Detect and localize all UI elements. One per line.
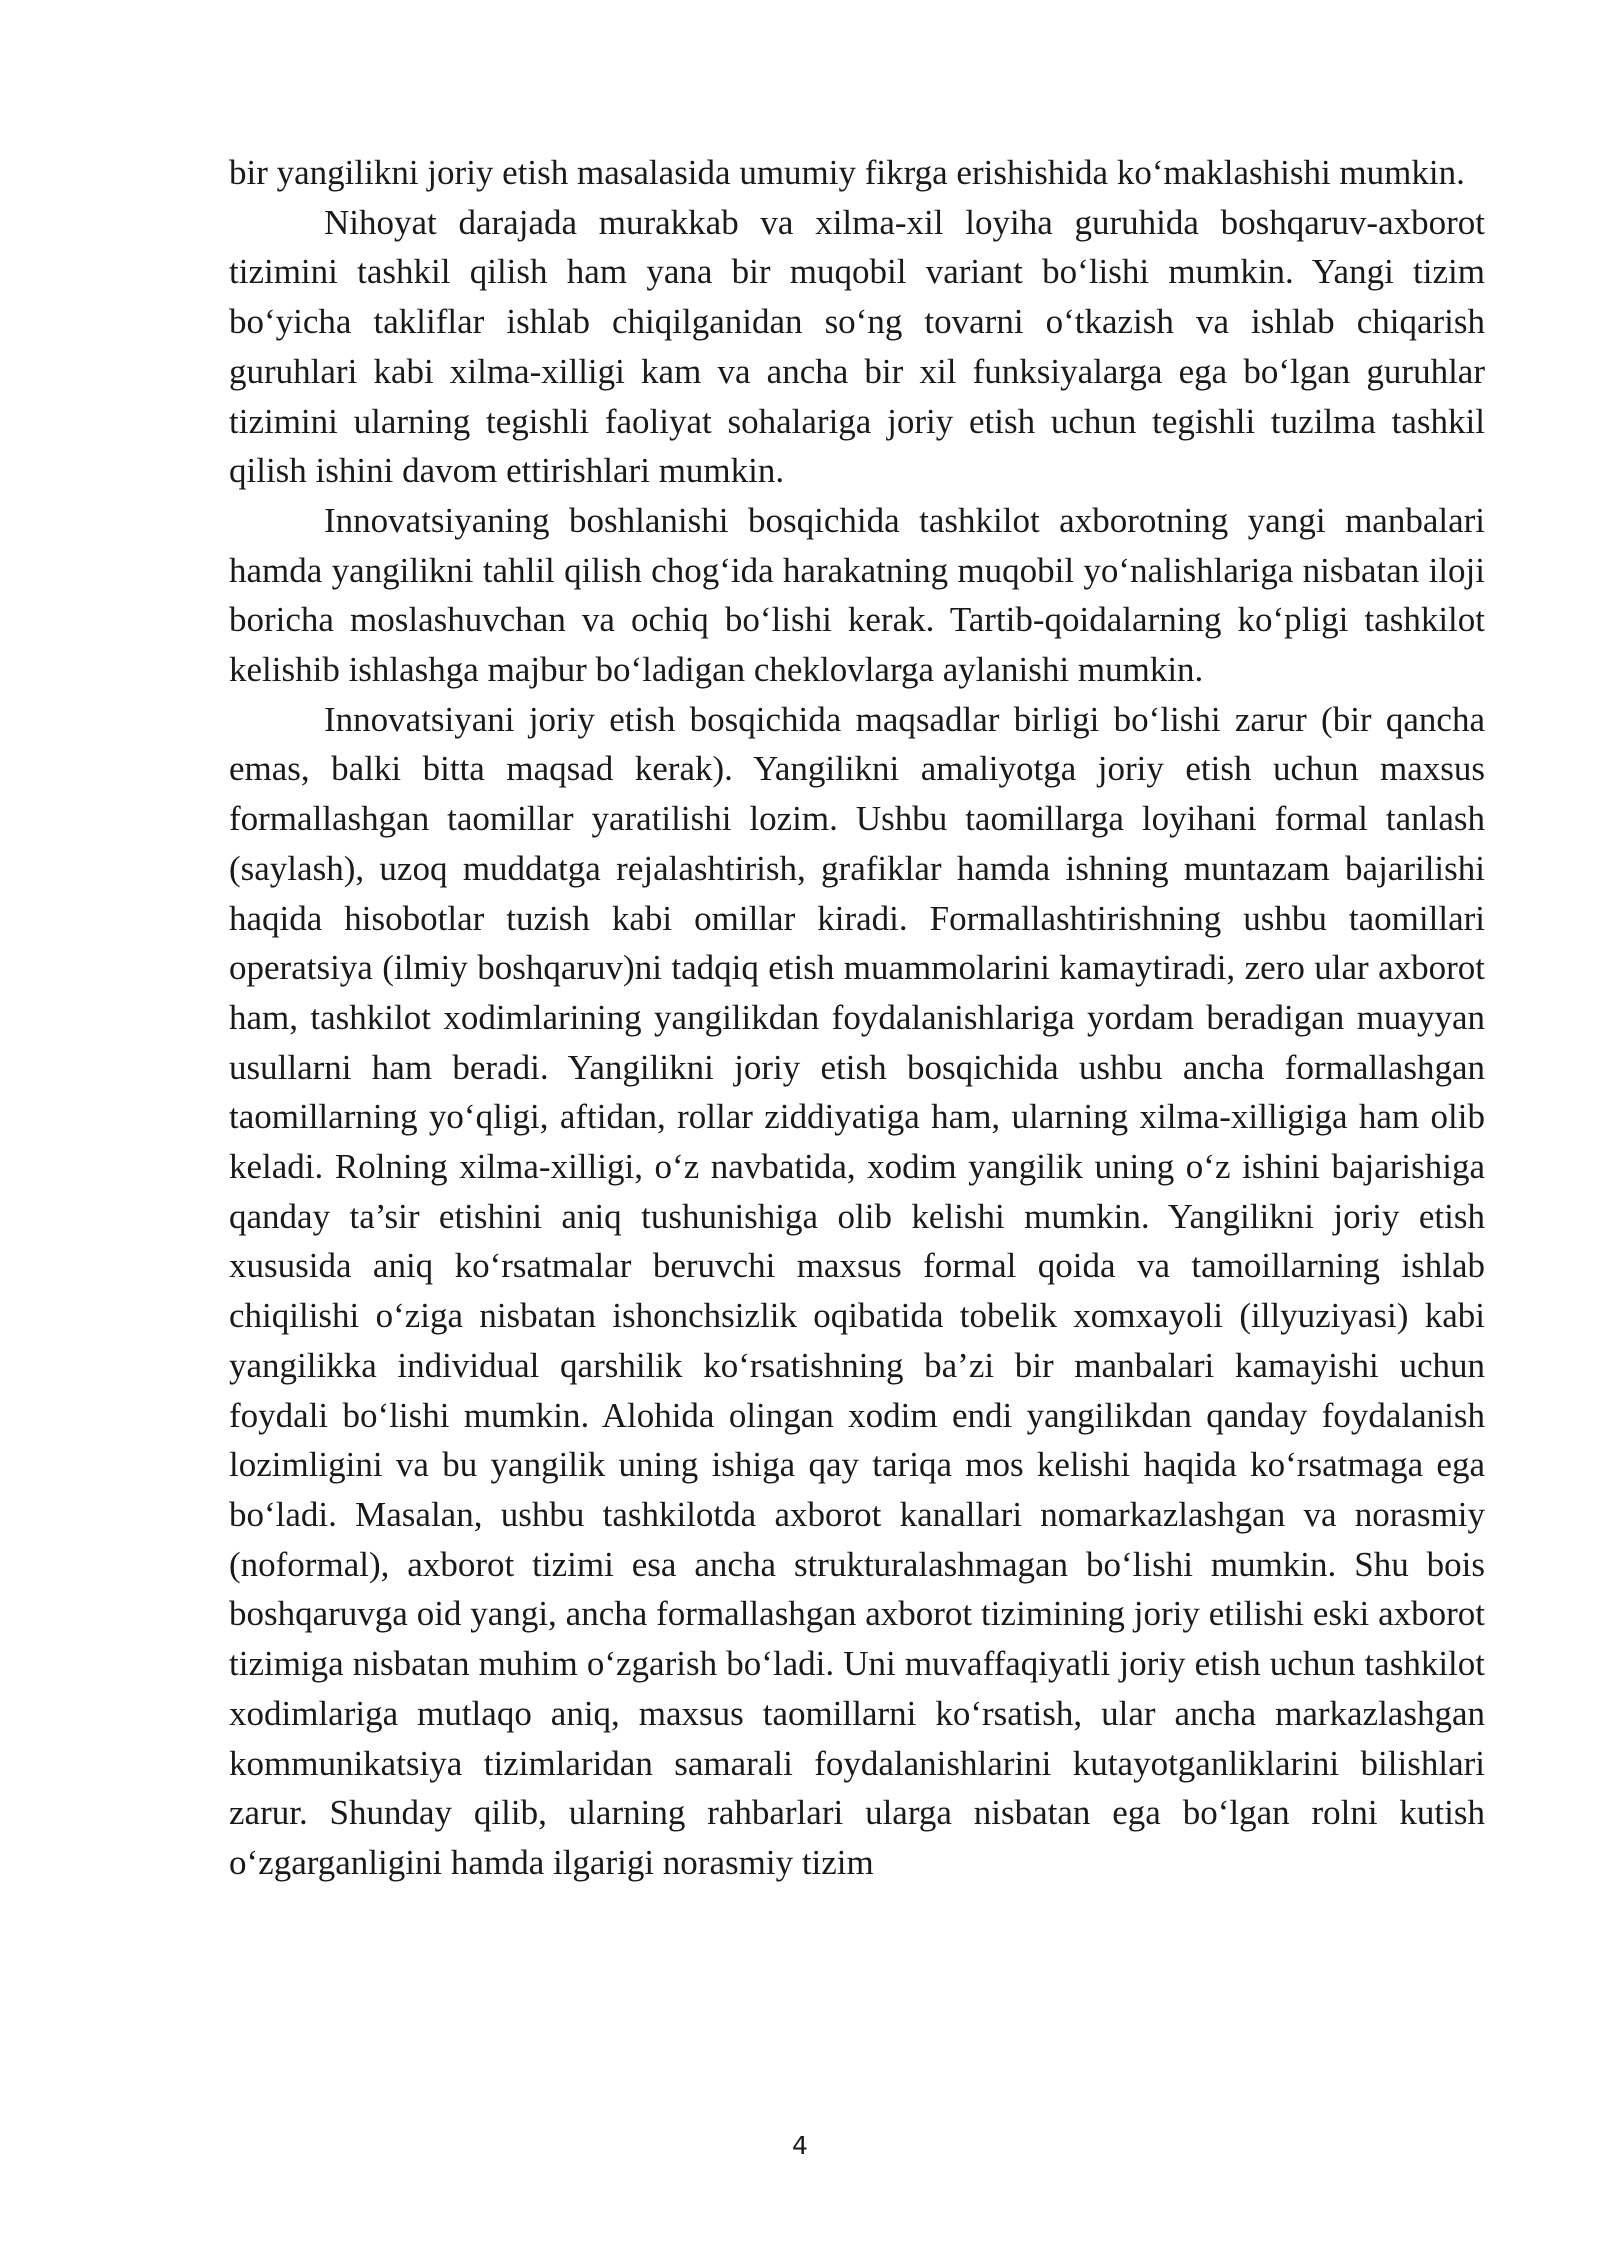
page-body <box>229 148 1485 1888</box>
paragraph-project-group: Nihoyat darajada murakkab va xilma-xil loyiha guruhida boshqaruv-axborot tizimini tashkil qilish ham yana bir muqobil variant bo‘lishi mumkin. Yangi tizim bo‘yicha takliflar ishlab chiqilganidan so‘ng tovarni o‘tkazish va ishlab chiqarish guruhlari kabi xilma-xilligi kam va ancha bir xil funksiyalarga ega bo‘lgan guruhlar tizimini ularning tegishli faoliyat sohalariga joriy etish uchun tegishli tuzilma tashkil qilish ishini davom ettirishlari mumkin. <box>229 202 1485 491</box>
page-number: 4 <box>792 2131 808 2160</box>
paragraph-innovation-implementation: Innovatsiyani joriy etish bosqichida maqsadlar birligi bo‘lishi zarur (bir qancha emas, balki bitta maqsad kerak). Yangilikni amaliyotga joriy etish uchun maxsus formallashgan taomillar yaratilishi lozim. Ushbu taomillarga loyihani formal tanlash (saylash), uzoq muddatga rejalashtirish, grafiklar hamda ishning muntazam bajarilishi haqida hisobotlar tuzish kabi omillar kiradi. Formallashtirishning ushbu taomillari operatsiya (ilmiy boshqaruv)ni tadqiq etish muammolarini kamaytiradi, zero ular axborot ham, tashkilot xodimlarining yangilikdan foydalanishlariga yordam beradigan muayyan usullarni ham beradi. Yangilikni joriy etish bosqichida ushbu ancha formallashgan taomillarning yo‘qligi, aftidan, rollar ziddiyatiga ham, ularning xilma-xilligiga ham olib keladi. Rolning xilma-xilligi, o‘z navbatida, xodim yangilik uning o‘z ishini bajarishiga qanday ta’sir etishini aniq tushunishiga olib kelishi mumkin. Yangilikni joriy etish xususida aniq ko‘rsatmalar beruvchi maxsus formal qoida va tamoillarning ishlab chiqilishi o‘ziga nisbatan ishonchsizlik oqibatida tobelik xomxayoli (illyuziyasi) kabi yangilikka individual qarshilik ko‘rsatishning ba’zi bir manbalari kamayishi uchun foydali bo‘lishi mumkin. Alohida olingan xodim endi yangilikdan qanday foydalanish lozimligini va bu yangilik uning ishiga qay tariqa mos kelishi haqida ko‘rsatmaga ega bo‘ladi. Masalan, ushbu tashkilotda axborot kanallari nomarkazlashgan va norasmiy (noformal), axborot tizimi esa ancha strukturalashmagan bo‘lishi mumkin. Shu bois boshqaruvga oid yangi, ancha formallashgan axborot tizimining joriy etilishi eski axborot tizimiga nisbatan muhim o‘zgarish bo‘ladi. Uni muvaffaqiyatli joriy etish uchun tashkilot xodimlariga mutlaqo aniq, maxsus taomillarni ko‘rsatish, ular ancha markazlashgan kommunikatsiya tizimlaridan samarali foydalanishlarini kutayotganliklarini bilishlari zarur. Shunday qilib, ularning rahbarlari ularga nisbatan ega bo‘lgan rolni kutish o‘zgarganligini hamda ilgarigi norasmiy tizim <box>229 699 1485 1882</box>
paragraph-innovation-start: Innovatsiyaning boshlanishi bosqichida tashkilot axborotning yangi manbalari hamda yangilikni tahlil qilish chog‘ida harakatning muqobil yo‘nalishlariga nisbatan iloji boricha moslashuvchan va ochiq bo‘lishi kerak. Tartib-qoidalarning ko‘pligi tashkilot kelishib ishlashga majbur bo‘ladigan cheklovlarga aylanishi mumkin. <box>229 500 1485 690</box>
paragraph-continuation: bir yangilikni joriy etish masalasida umumiy fikrga erishishida ko‘maklashishi mumkin. <box>229 153 1465 192</box>
